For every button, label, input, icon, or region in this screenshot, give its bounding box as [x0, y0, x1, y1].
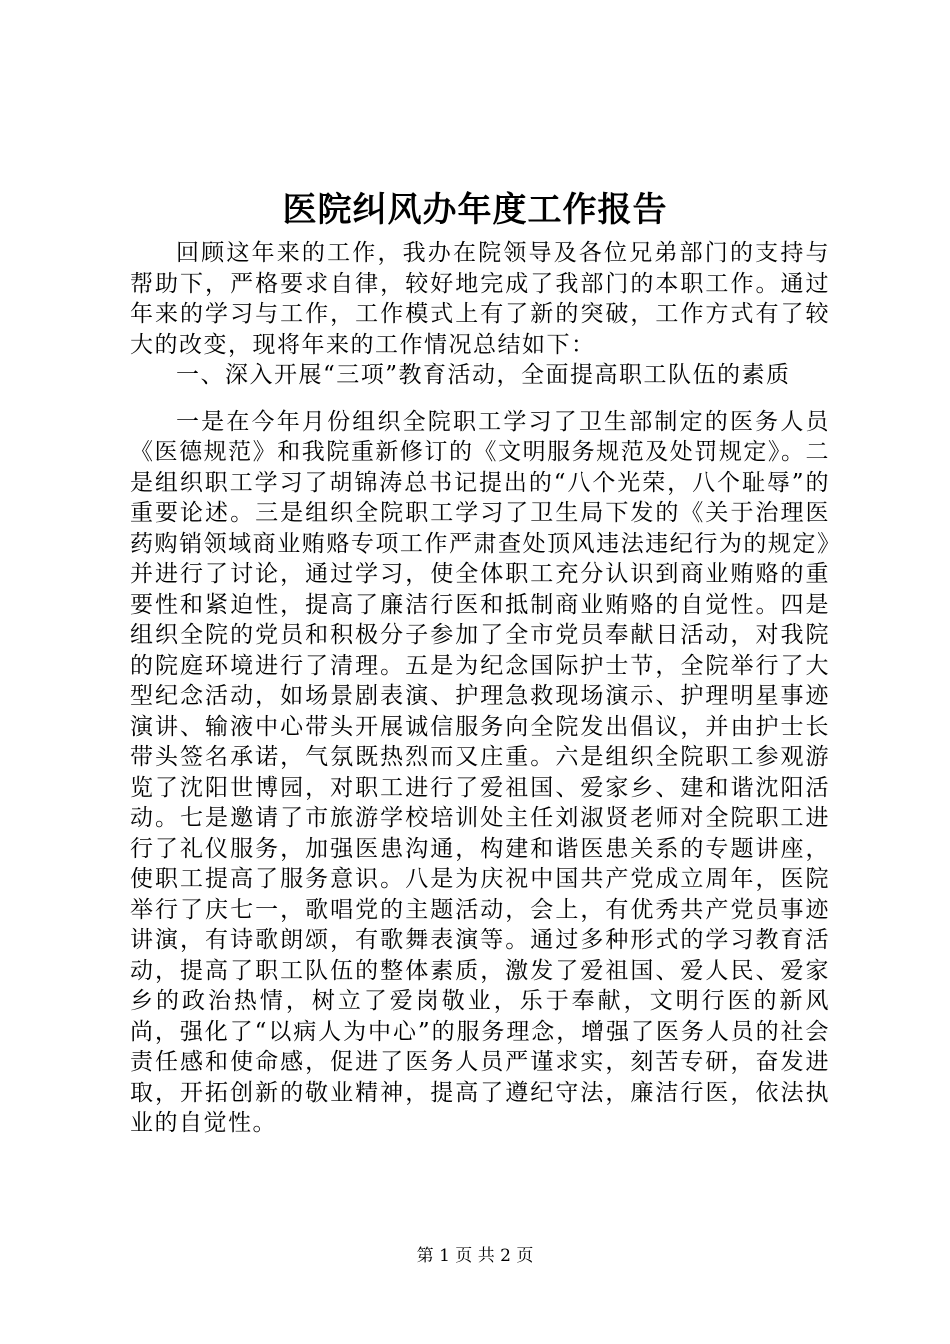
body-paragraph: 一是在今年月份组织全院职工学习了卫生部制定的医务人员《医德规范》和我院重新修订的《文明服务规范及处罚规定》。二是组织职工学习了胡锦涛总书记提出的“八个光荣，八个耻辱”的重要论述。三是组织全院职工学习了卫生局下发的《关于治理医药购销领域商业贿赂专项工作严肃查处顶风违法违纪行为的规定》并进行了讨论，通过学习，使全体职工充分认识到商业贿赂的重要性和紧迫性，提高了廉洁行医和抵制商业贿赂的自觉性。四是组织全院的党员和积极分子参加了全市党员奉献日活动，对我院的院庭环境进行了清理。五是为纪念国际护士节，全院举行了大型纪念活动，如场景剧表演、护理急救现场演示、护理明星事迹演讲、输液中心带头开展诚信服务向全院发出倡议，并由护士长带头签名承诺，气氛既热烈而又庄重。六是组织全院职工参观游览了沈阳世博园，对职工进行了爱祖国、爱家乡、建和谐沈阳活动。七是邀请了市旅游学校培训处主任刘淑贤老师对全院职工进行了礼仪服务，加强医患沟通，构建和谐医患关系的专题讲座，使职工提高了服务意识。八是为庆祝中国共产党成立周年，医院举行了庆七一，歌唱党的主题活动，会上，有优秀共产党员事迹讲演，有诗歌朗颂，有歌舞表演等。通过多种形式的学习教育活动，提高了职工队伍的整体素质，激发了爱祖国、爱人民、爱家乡的政治热情，树立了爱岗敬业，乐于奉献，文明行医的新风尚，强化了“以病人为中心”的服务理念，增强了医务人员的社会责任感和使命感，促进了医务人员严谨求实，刻苦专研，奋发进取，开拓创新的敬业精神，提高了遵纪守法，廉洁行医，依法执业的自觉性。	[130, 408, 830, 1136]
page-footer: 第 1 页 共 2 页	[416, 1246, 534, 1266]
document-title: 医院纠风办年度工作报告	[282, 190, 668, 230]
document-body	[130, 238, 830, 1139]
intro-paragraph: 回顾这年来的工作，我办在院领导及各位兄弟部门的支持与帮助下，严格要求自律，较好地完成了我部门的本职工作。通过年来的学习与工作，工作模式上有了新的突破，工作方式有了较大的改变，现将年来的工作情况总结如下：	[130, 240, 830, 358]
section-heading: 一、深入开展“三项”教育活动，全面提高职工队伍的素质	[176, 362, 791, 388]
